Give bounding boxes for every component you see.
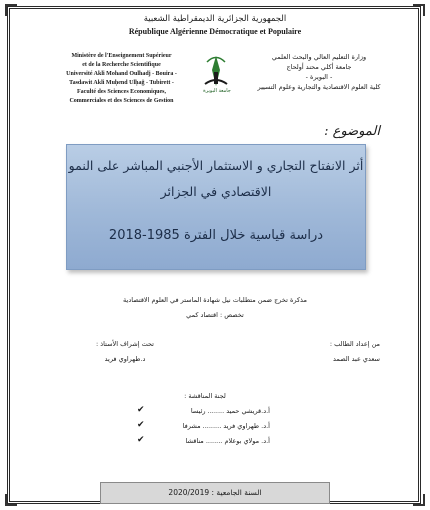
jury-label: لجنة المناقشة : <box>184 392 226 400</box>
university-logo-icon <box>195 50 237 92</box>
student-name: سعدي عبد الصمد <box>332 355 380 363</box>
jury-member-text: أ.د. مولاي بوعلام ........ مناقشا <box>185 437 270 445</box>
logo-caption: جامعة البويرة <box>203 88 231 94</box>
left-line: Faculté des Sciences Economiques, <box>77 89 166 95</box>
left-line: Tasdawit Akli Muḥend Ulḥağ - Tubirett - <box>69 80 174 86</box>
jury-member <box>137 420 270 434</box>
left-line: Université Akli Mohand Oulhadj - Bouira - <box>66 71 177 77</box>
thesis-note: مذكرة تخرج ضمن متطلبات نيل شهادة الماستر في العلوم الاقتصادية <box>123 296 307 304</box>
subject-label: الموضوع : <box>324 124 380 139</box>
title-line-2: الاقتصادي في الجزائر <box>160 184 272 199</box>
right-line: وزارة التعليم العالي والبحث العلمي <box>271 53 367 61</box>
left-line: et de la Recherche Scientifique <box>82 62 161 68</box>
frame-corner-br <box>413 494 425 506</box>
academic-year: السنة الجامعية : 2020/2019 <box>168 488 262 497</box>
jury-member-text: أ.د.قريشي حميد ........ رئيسا <box>190 407 270 415</box>
header-french: République Algérienne Démocratique et Populaire <box>128 27 302 36</box>
right-line: جامعة أكلي محند أولحاج <box>286 63 352 71</box>
title-line-1: أثر الانفتاح التجاري و الاستثمار الأجنبي المباشر على النمو <box>68 158 364 173</box>
right-line: كلية العلوم الاقتصادية والتجارية وعلوم التسيير <box>257 83 381 91</box>
checkmark-icon: ✔ <box>137 405 145 415</box>
left-line: Commerciales et des Sciences de Gestion <box>69 98 174 104</box>
specialty: تخصص : اقتصاد كمي <box>186 311 244 319</box>
title-line-3: دراسة قياسية خلال الفترة 1985-2018 <box>108 228 324 243</box>
header-arabic: الجمهورية الجزائرية الديمقراطية الشعبية <box>143 14 287 24</box>
jury-member <box>137 435 270 449</box>
institution-arabic <box>240 52 398 92</box>
student-label: من إعداد الطالب : <box>329 340 380 348</box>
supervisor-name: د.طهراوي فريد <box>104 355 146 363</box>
checkmark-icon: ✔ <box>137 435 145 445</box>
institution-french <box>34 52 209 106</box>
right-line: - البويرة - <box>305 73 333 81</box>
checkmark-icon: ✔ <box>137 420 145 430</box>
jury-member-text: أ.د. طهراوي فريد ......... مشرفا <box>182 422 270 430</box>
supervisor-label: تحت إشراف الأستاذ : <box>96 340 154 348</box>
frame-corner-bl <box>5 494 17 506</box>
jury-member <box>137 405 270 419</box>
left-line: Ministère de l'Enseignement Supérieur <box>71 53 172 59</box>
